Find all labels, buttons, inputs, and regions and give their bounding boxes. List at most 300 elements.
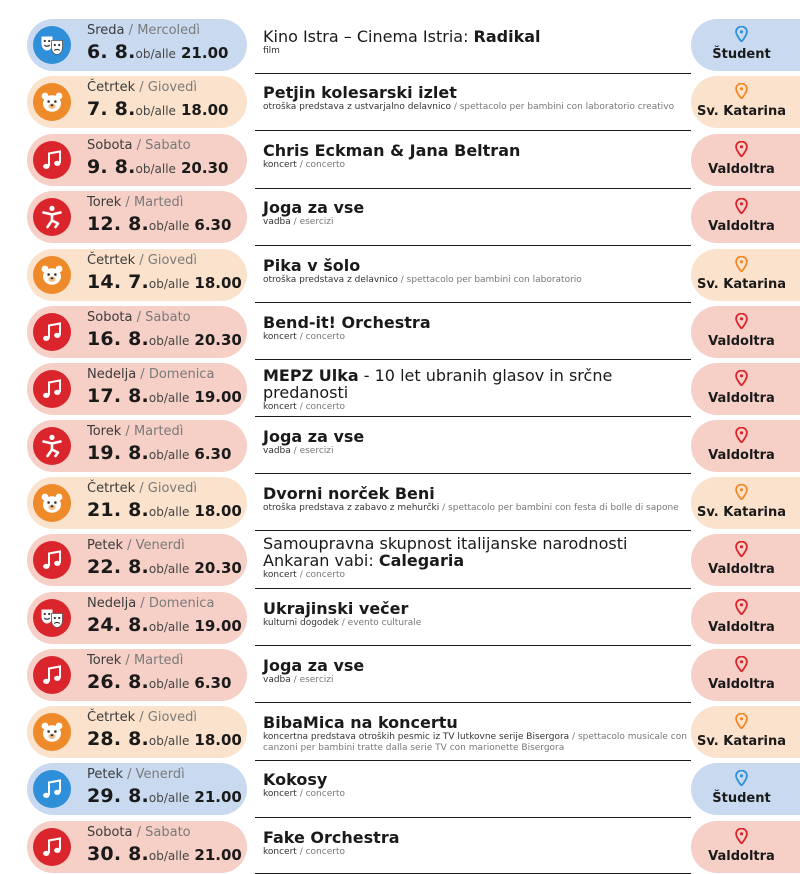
subtitle-separator: /	[439, 503, 449, 513]
weekday-sl: Sobota	[87, 138, 133, 153]
location-tab	[691, 763, 800, 815]
event-row	[0, 363, 800, 415]
subtitle-sl: otroška predstava z ustvarjalno delavnico	[263, 102, 451, 112]
location-name: Sv. Katarina	[697, 104, 786, 119]
location-pin-icon	[735, 83, 748, 99]
date-time	[87, 41, 228, 65]
date-time	[87, 213, 231, 237]
event-row	[0, 191, 800, 243]
weekday-it: Sabato	[145, 138, 191, 153]
event-subtitle	[263, 618, 693, 629]
event-time: 6.30	[194, 445, 232, 463]
event-date: 17. 8.	[87, 385, 149, 407]
subtitle-it: concerto	[305, 789, 345, 799]
event-info	[263, 771, 693, 800]
date-time	[87, 385, 242, 409]
teddy-bear-icon	[33, 83, 71, 121]
event-title	[263, 600, 693, 617]
event-subtitle	[263, 503, 693, 514]
location-pin-icon	[735, 141, 748, 157]
weekday-sl: Sobota	[87, 825, 133, 840]
event-title	[263, 657, 693, 674]
subtitle-it: spettacolo per bambini con laboratorio creativo	[459, 102, 675, 112]
weekday	[87, 826, 191, 840]
weekday-it: Martedì	[133, 653, 184, 668]
row-divider	[255, 702, 691, 703]
weekday-it: Domenica	[148, 596, 215, 611]
weekday-sl: Nedelja	[87, 596, 137, 611]
location-name: Sv. Katarina	[697, 277, 786, 292]
weekday	[87, 311, 191, 325]
subtitle-separator: /	[296, 402, 306, 412]
location-tab	[691, 821, 800, 873]
location-pin-icon	[735, 599, 748, 615]
weekday	[87, 81, 197, 95]
event-subtitle	[263, 160, 693, 171]
event-date: 16. 8.	[87, 328, 149, 350]
subtitle-it: evento culturale	[347, 618, 422, 628]
ob-label: ob/alle	[148, 620, 190, 634]
weekday-separator: /	[135, 481, 148, 496]
date-pill	[27, 363, 247, 415]
subtitle-it: concerto	[305, 570, 345, 580]
event-info	[263, 257, 693, 286]
row-divider	[255, 73, 691, 74]
event-info	[263, 485, 693, 514]
weekday-separator: /	[135, 710, 148, 725]
date-pill	[27, 534, 247, 586]
subtitle-sl: otroška predstava z zabavo z mehurčki	[263, 503, 440, 513]
weekday-it: Mercoledì	[137, 23, 201, 38]
music-note-icon	[33, 656, 71, 694]
ob-label: ob/alle	[148, 334, 190, 348]
event-time: 18.00	[194, 502, 242, 520]
weekday-separator: /	[135, 253, 148, 268]
event-info	[263, 84, 693, 113]
event-row	[0, 134, 800, 186]
subtitle-sl: koncert	[263, 332, 297, 342]
ob-label: ob/alle	[148, 219, 190, 233]
subtitle-separator: /	[450, 102, 460, 112]
title-bold: BibaMica na koncertu	[263, 713, 458, 732]
weekday-separator: /	[132, 825, 146, 840]
location-pin-icon	[735, 828, 748, 844]
weekday-sl: Sreda	[87, 23, 125, 38]
event-title	[263, 28, 663, 45]
event-info	[263, 199, 693, 228]
date-time	[87, 785, 242, 809]
title-bold: Kokosy	[263, 770, 328, 789]
title-bold: Joga za vse	[263, 427, 365, 446]
location-name: Valdoltra	[708, 448, 775, 463]
location-tab	[691, 249, 800, 301]
subtitle-it: esercizi	[299, 446, 334, 456]
weekday-separator: /	[135, 80, 148, 95]
event-title	[263, 314, 693, 331]
event-row	[0, 249, 800, 301]
title-bold: Radikal	[473, 27, 541, 46]
weekday-separator: /	[132, 138, 146, 153]
subtitle-it: concerto	[305, 332, 345, 342]
weekday	[87, 139, 191, 153]
event-date: 24. 8.	[87, 614, 149, 636]
yoga-figure-icon	[33, 427, 71, 465]
location-pin-icon	[735, 26, 748, 42]
title-bold: Joga za vse	[263, 198, 365, 217]
weekday-sl: Torek	[87, 653, 122, 668]
location-name: Valdoltra	[708, 620, 775, 635]
weekday	[87, 24, 200, 38]
theater-masks-icon	[33, 26, 71, 64]
subtitle-it: esercizi	[299, 217, 334, 227]
ob-label: ob/alle	[148, 505, 190, 519]
event-time: 19.00	[194, 617, 242, 635]
event-info	[263, 428, 693, 457]
ob-label: ob/alle	[148, 448, 190, 462]
subtitle-sl: koncert	[263, 160, 297, 170]
location-tab	[691, 706, 800, 758]
location-pin-icon	[735, 427, 748, 443]
weekday-separator: /	[121, 424, 134, 439]
event-row	[0, 763, 800, 815]
music-note-icon	[33, 541, 71, 579]
event-subtitle	[263, 789, 693, 800]
event-title	[263, 485, 693, 502]
weekday-it: Domenica	[148, 367, 215, 382]
date-pill	[27, 706, 247, 758]
date-time	[87, 156, 228, 180]
event-subtitle	[263, 446, 693, 457]
event-date: 19. 8.	[87, 442, 149, 464]
title-prefix: Samoupravna skupnost italijanske narodnosti Ankaran vabi:	[263, 534, 628, 570]
ob-label: ob/alle	[135, 104, 176, 118]
date-pill	[27, 649, 247, 701]
weekday-separator: /	[123, 538, 136, 553]
subtitle-sl: vadba	[263, 446, 291, 456]
location-name: Valdoltra	[708, 219, 775, 234]
row-divider	[255, 760, 691, 761]
subtitle-it: concerto	[305, 160, 345, 170]
date-pill	[27, 821, 247, 873]
location-name: Valdoltra	[708, 391, 775, 406]
event-time: 19.00	[194, 388, 242, 406]
music-note-icon	[33, 370, 71, 408]
date-time	[87, 614, 242, 638]
event-time: 20.30	[194, 559, 242, 577]
weekday-sl: Četrtek	[87, 481, 136, 496]
weekday	[87, 768, 185, 782]
weekday-sl: Petek	[87, 538, 123, 553]
row-divider	[255, 188, 691, 189]
weekday-sl: Petek	[87, 767, 123, 782]
subtitle-it: concerto	[305, 402, 345, 412]
location-name: Študent	[712, 47, 771, 62]
row-divider	[255, 645, 691, 646]
weekday-sl: Nedelja	[87, 367, 137, 382]
title-bold: Calegaria	[378, 551, 465, 570]
subtitle-sl: koncert	[263, 402, 297, 412]
event-info	[263, 535, 693, 581]
event-info	[263, 314, 693, 343]
subtitle-it: spettacolo per bambini con laboratorio	[406, 275, 582, 285]
theater-masks-icon	[33, 599, 71, 637]
ob-label: ob/alle	[148, 677, 190, 691]
event-subtitle	[263, 102, 693, 113]
event-subtitle	[263, 570, 693, 581]
date-time	[87, 843, 242, 867]
event-row	[0, 706, 800, 758]
music-note-icon	[33, 828, 71, 866]
subtitle-sl: koncert	[263, 847, 297, 857]
title-bold: Pika v šolo	[263, 256, 361, 275]
weekday-it: Giovedì	[147, 80, 197, 95]
subtitle-separator: /	[290, 675, 300, 685]
ob-label: ob/alle	[135, 47, 176, 61]
location-name: Valdoltra	[708, 562, 775, 577]
weekday-sl: Torek	[87, 195, 122, 210]
yoga-figure-icon	[33, 198, 71, 236]
subtitle-separator: /	[296, 160, 306, 170]
location-tab	[691, 649, 800, 701]
weekday	[87, 711, 197, 725]
event-date: 30. 8.	[87, 843, 149, 865]
event-title	[263, 829, 693, 846]
date-pill	[27, 19, 247, 71]
date-pill	[27, 134, 247, 186]
date-time	[87, 499, 242, 523]
subtitle-separator: /	[296, 570, 306, 580]
location-tab	[691, 76, 800, 128]
title-bold: Joga za vse	[263, 656, 365, 675]
location-name: Valdoltra	[708, 334, 775, 349]
event-title	[263, 142, 693, 159]
weekday-separator: /	[124, 23, 138, 38]
weekday	[87, 482, 197, 496]
event-time: 6.30	[194, 216, 232, 234]
event-time: 21.00	[181, 44, 229, 62]
date-pill	[27, 763, 247, 815]
title-bold: Bend-it! Orchestra	[263, 313, 431, 332]
event-row	[0, 19, 800, 71]
row-divider	[255, 130, 691, 131]
weekday-it: Martedì	[133, 195, 184, 210]
weekday-it: Venerdì	[135, 538, 185, 553]
date-pill	[27, 191, 247, 243]
weekday-it: Giovedì	[147, 253, 197, 268]
event-subtitle	[263, 217, 693, 228]
event-subtitle	[263, 332, 693, 343]
location-pin-icon	[735, 484, 748, 500]
location-tab	[691, 191, 800, 243]
weekday-it: Sabato	[145, 310, 191, 325]
subtitle-it: concerto	[305, 847, 345, 857]
subtitle-separator: /	[290, 217, 300, 227]
event-subtitle	[263, 847, 693, 858]
weekday	[87, 597, 214, 611]
subtitle-separator: /	[290, 446, 300, 456]
ob-label: ob/alle	[148, 277, 190, 291]
ob-label: ob/alle	[135, 162, 176, 176]
event-time: 18.00	[194, 731, 242, 749]
location-tab	[691, 363, 800, 415]
date-time	[87, 328, 242, 352]
music-note-icon	[33, 313, 71, 351]
ob-label: ob/alle	[148, 849, 190, 863]
event-title	[263, 428, 693, 445]
event-info	[263, 829, 693, 858]
location-name: Valdoltra	[708, 677, 775, 692]
subtitle-it: spettacolo per bambini con festa di bolle di sapone	[448, 503, 679, 513]
date-pill	[27, 592, 247, 644]
subtitle-sl: koncertna predstava otroških pesmic iz TV lutkovne serije Bisergora	[263, 732, 570, 742]
teddy-bear-icon	[33, 484, 71, 522]
row-divider	[255, 530, 691, 531]
event-subtitle	[263, 675, 693, 686]
row-divider	[255, 416, 691, 417]
event-subtitle	[263, 46, 693, 57]
location-name: Sv. Katarina	[697, 505, 786, 520]
ob-label: ob/alle	[148, 734, 190, 748]
location-pin-icon	[735, 541, 748, 557]
weekday-separator: /	[132, 310, 146, 325]
subtitle-separator: /	[397, 275, 407, 285]
subtitle-sl: vadba	[263, 675, 291, 685]
location-pin-icon	[735, 313, 748, 329]
ob-label: ob/alle	[148, 562, 190, 576]
row-divider	[255, 588, 691, 589]
weekday	[87, 539, 185, 553]
date-time	[87, 728, 242, 752]
music-note-icon	[33, 770, 71, 808]
event-date: 22. 8.	[87, 556, 149, 578]
subtitle-it: esercizi	[299, 675, 334, 685]
weekday-sl: Sobota	[87, 310, 133, 325]
location-name: Valdoltra	[708, 849, 775, 864]
row-divider	[255, 817, 691, 818]
event-title	[263, 714, 693, 731]
location-pin-icon	[735, 656, 748, 672]
row-divider	[255, 359, 691, 360]
event-row	[0, 649, 800, 701]
title-bold: Dvorni norček Beni	[263, 484, 435, 503]
event-subtitle	[263, 732, 693, 754]
teddy-bear-icon	[33, 713, 71, 751]
ob-label: ob/alle	[148, 391, 190, 405]
date-time	[87, 671, 231, 695]
event-title	[263, 199, 693, 216]
date-time	[87, 442, 231, 466]
weekday-it: Giovedì	[147, 710, 197, 725]
event-date: 9. 8.	[87, 156, 136, 178]
subtitle-separator: /	[338, 618, 348, 628]
event-subtitle	[263, 402, 693, 413]
event-date: 29. 8.	[87, 785, 149, 807]
location-tab	[691, 19, 800, 71]
subtitle-sl: koncert	[263, 789, 297, 799]
event-subtitle	[263, 275, 693, 286]
location-tab	[691, 134, 800, 186]
event-info	[263, 714, 693, 754]
subtitle-separator: /	[569, 732, 578, 742]
event-title	[263, 535, 663, 569]
date-pill	[27, 306, 247, 358]
title-bold: Chris Eckman & Jana Beltran	[263, 141, 521, 160]
weekday-separator: /	[136, 596, 149, 611]
weekday	[87, 654, 183, 668]
location-name: Študent	[712, 791, 771, 806]
subtitle-separator: /	[296, 789, 306, 799]
event-row	[0, 306, 800, 358]
weekday	[87, 254, 197, 268]
event-row	[0, 821, 800, 873]
location-tab	[691, 420, 800, 472]
event-row	[0, 477, 800, 529]
weekday-it: Sabato	[145, 825, 191, 840]
event-time: 20.30	[181, 159, 229, 177]
event-time: 21.00	[194, 788, 242, 806]
weekday	[87, 368, 214, 382]
weekday-separator: /	[136, 367, 149, 382]
weekday-separator: /	[121, 195, 134, 210]
subtitle-separator: /	[296, 847, 306, 857]
event-time: 18.00	[194, 274, 242, 292]
weekday-sl: Četrtek	[87, 710, 136, 725]
date-pill	[27, 477, 247, 529]
event-title	[263, 771, 693, 788]
title-bold: Petjin kolesarski izlet	[263, 83, 457, 102]
location-pin-icon	[735, 256, 748, 272]
title-bold: Fake Orchestra	[263, 828, 400, 847]
event-info	[263, 28, 693, 57]
date-pill	[27, 76, 247, 128]
location-name: Valdoltra	[708, 162, 775, 177]
event-date: 26. 8.	[87, 671, 149, 693]
event-row	[0, 420, 800, 472]
subtitle-sl: koncert	[263, 570, 297, 580]
weekday	[87, 196, 183, 210]
date-pill	[27, 420, 247, 472]
row-divider	[255, 473, 691, 474]
title-bold: MEPZ Ulka	[263, 366, 359, 385]
title-prefix: Kino Istra – Cinema Istria:	[263, 27, 474, 46]
event-date: 7. 8.	[87, 98, 136, 120]
subtitle-sl: film	[263, 46, 280, 56]
weekday-it: Giovedì	[147, 481, 197, 496]
weekday-sl: Četrtek	[87, 80, 136, 95]
location-pin-icon	[735, 198, 748, 214]
subtitle-separator: /	[296, 332, 306, 342]
event-row	[0, 534, 800, 586]
event-info	[263, 367, 693, 413]
date-time	[87, 556, 242, 580]
weekday-sl: Četrtek	[87, 253, 136, 268]
title-bold: Ukrajinski večer	[263, 599, 409, 618]
location-tab	[691, 592, 800, 644]
weekday-sl: Torek	[87, 424, 122, 439]
event-title	[263, 257, 693, 274]
date-pill	[27, 249, 247, 301]
event-date: 21. 8.	[87, 499, 149, 521]
event-date: 28. 8.	[87, 728, 149, 750]
event-info	[263, 657, 693, 686]
title-suffix: - 10 let ubranih glasov in srčne predanosti	[263, 366, 613, 402]
teddy-bear-icon	[33, 256, 71, 294]
date-time	[87, 98, 228, 122]
music-note-icon	[33, 141, 71, 179]
event-title	[263, 367, 643, 401]
event-date: 6. 8.	[87, 41, 136, 63]
event-row	[0, 76, 800, 128]
